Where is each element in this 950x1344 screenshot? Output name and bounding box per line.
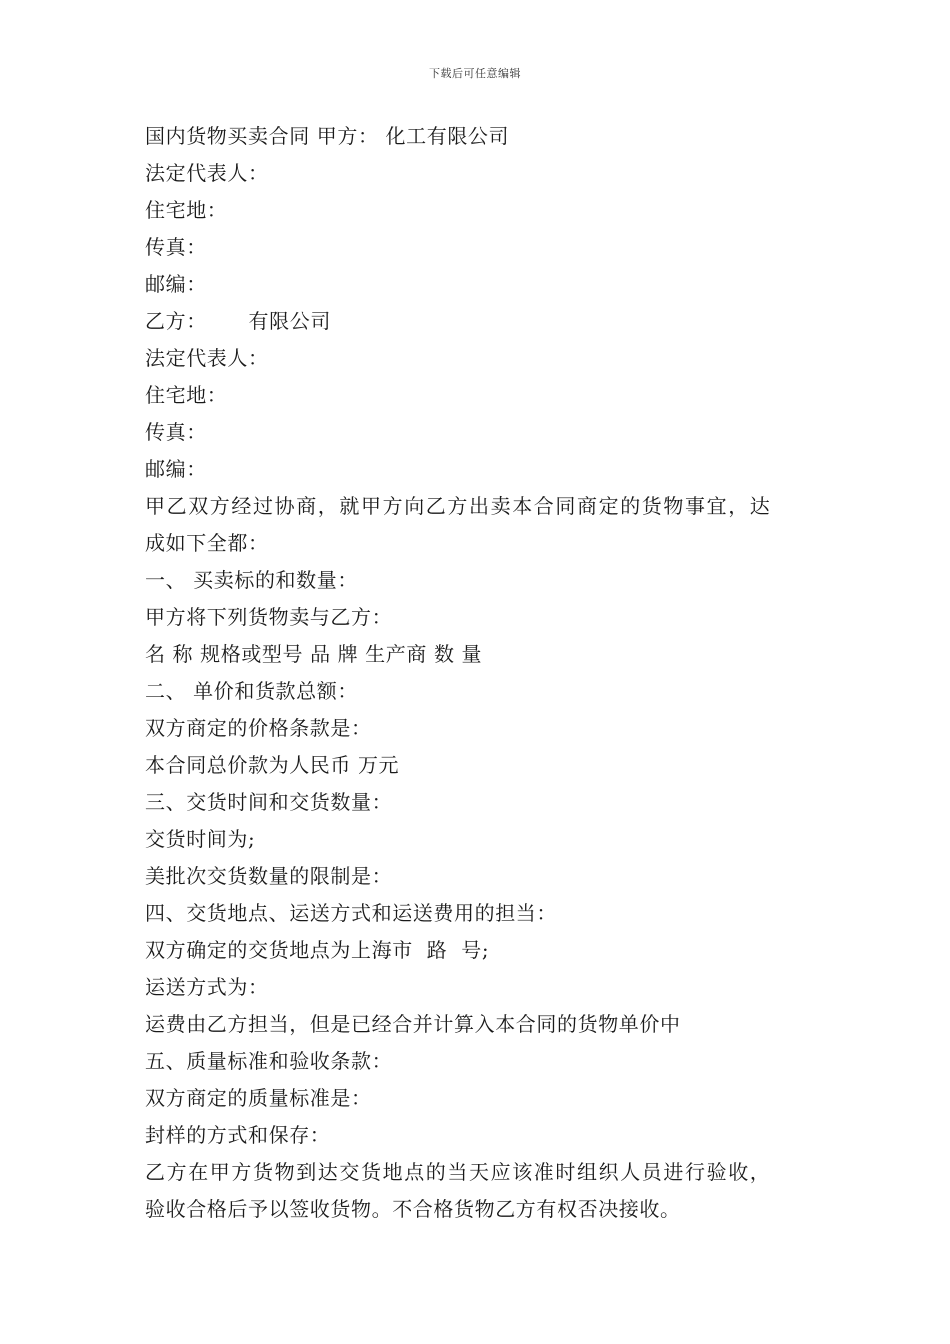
- section-5-inspection-line-2: 验收合格后予以签收货物。不合格货物乙方有权否决接收。: [145, 1197, 681, 1221]
- section-5-heading: 五、质量标准和验收条款：: [145, 1049, 393, 1073]
- party-b-fax: 传真：: [145, 420, 207, 444]
- contract-body: [145, 118, 825, 1228]
- section-5-quality-standard: 双方商定的质量标准是：: [145, 1086, 372, 1110]
- party-b-address: 住宅地：: [145, 383, 228, 407]
- section-4-delivery-place: 双方确定的交货地点为上海市 路 号;: [145, 938, 490, 962]
- party-b-postcode: 邮编：: [145, 457, 207, 481]
- page-header-note: 下载后可任意编辑: [429, 67, 521, 80]
- preamble-line-2: 成如下全都：: [145, 531, 269, 555]
- party-a-address: 住宅地：: [145, 198, 228, 222]
- party-b-line: 乙方： 有限公司: [145, 309, 331, 333]
- section-3-delivery-time: 交货时间为;: [145, 827, 256, 851]
- section-2-heading: 二、 单价和货款总额：: [145, 679, 358, 703]
- section-2-total-price: 本合同总价款为人民币 万元: [145, 753, 400, 777]
- contract-title-line: 国内货物买卖合同 甲方： 化工有限公司: [145, 124, 510, 148]
- section-1-heading: 一、 买卖标的和数量：: [145, 568, 358, 592]
- section-1-text: 甲方将下列货物卖与乙方：: [145, 605, 393, 629]
- section-4-heading: 四、交货地点、运送方式和运送费用的担当：: [145, 901, 557, 925]
- section-3-batch-limit: 美批次交货数量的限制是：: [145, 864, 393, 888]
- section-3-heading: 三、交货时间和交货数量：: [145, 790, 393, 814]
- goods-columns-line: 名 称 规格或型号 品 牌 生产商 数 量: [145, 642, 483, 666]
- party-a-representative: 法定代表人：: [145, 161, 269, 185]
- section-5-inspection-line-1: 乙方在甲方货物到达交货地点的当天应该准时组织人员进行验收，: [145, 1160, 772, 1184]
- section-5-sample-storage: 封样的方式和保存：: [145, 1123, 331, 1147]
- party-a-fax: 传真：: [145, 235, 207, 259]
- section-4-freight-cost: 运费由乙方担当，但是已经合并计算入本合同的货物单价中: [145, 1012, 681, 1036]
- preamble-line-1: 甲乙双方经过协商，就甲方向乙方出卖本合同商定的货物事宜，达: [145, 494, 772, 518]
- party-a-postcode: 邮编：: [145, 272, 207, 296]
- section-2-price-terms: 双方商定的价格条款是：: [145, 716, 372, 740]
- party-b-representative: 法定代表人：: [145, 346, 269, 370]
- section-4-transport-method: 运送方式为：: [145, 975, 269, 999]
